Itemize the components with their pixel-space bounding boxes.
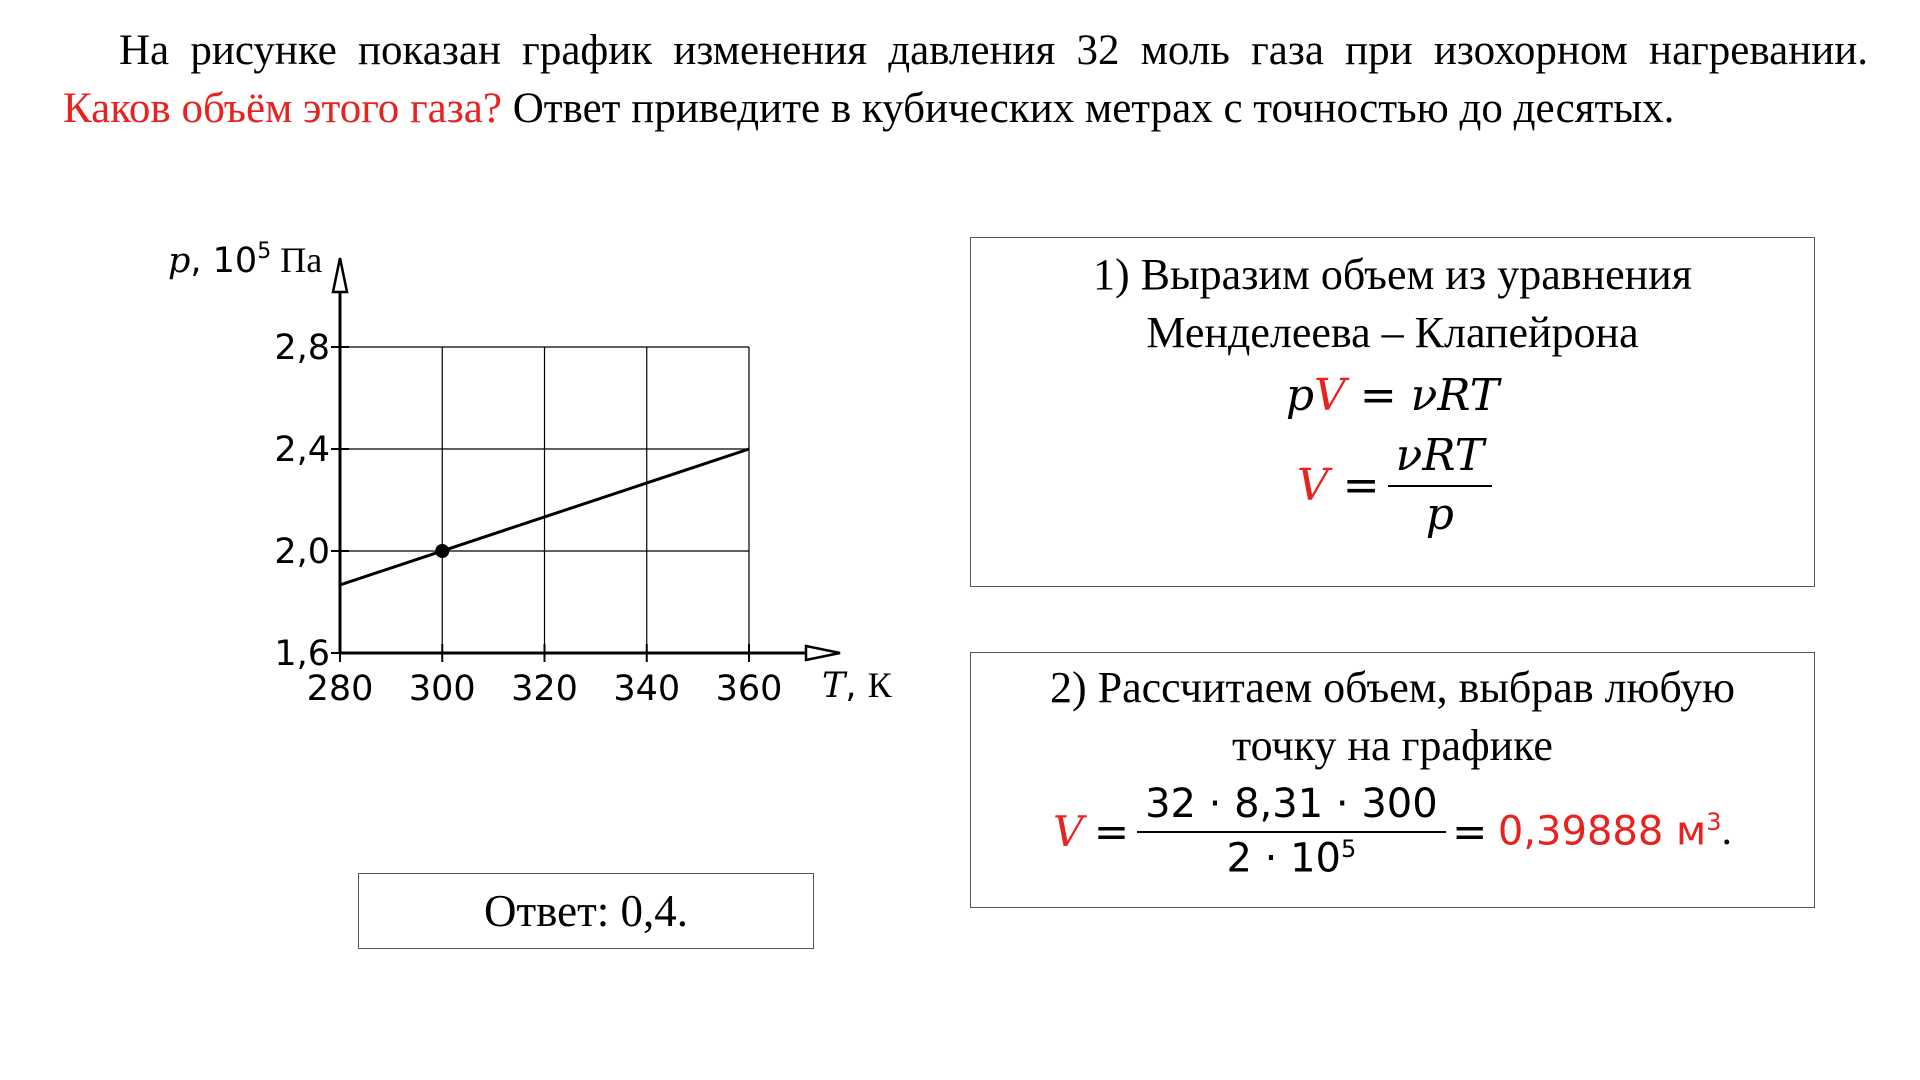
volume-fraction: $\frac{\text{νRT}}{p}$	[1392, 430, 1488, 540]
x-tick-label: 300	[408, 669, 476, 709]
chart-axes	[333, 258, 840, 660]
step1-text-line1: 1) Выразим объем из уравнения	[1093, 250, 1692, 299]
calc-result: 0,39888 $м^3$	[1497, 808, 1722, 855]
x-tick-label: 340	[613, 669, 681, 709]
x-tick-label: 360	[715, 669, 783, 709]
calc-denominator: $2 \cdot 10^5$	[1137, 831, 1446, 881]
marked-point	[435, 544, 449, 558]
problem-question: Каков объём этого газа?	[63, 85, 502, 132]
y-tick-label: 2,4	[274, 430, 330, 470]
pressure-temperature-chart	[0, 0, 900, 760]
solution-step-1	[970, 237, 1815, 587]
step2-text-line1: 2) Рассчитаем объем, выбрав любую	[1049, 663, 1736, 712]
step2-text-line2: точку на графике	[1232, 721, 1553, 770]
problem-statement: На рисунке показан график изменения давления 32 моль газа при изохорном нагревании.	[119, 27, 1868, 74]
ideal-gas-equation: pV = νRT	[1285, 370, 1500, 421]
chart-grid	[340, 347, 749, 653]
x-axis-label: T, К	[822, 665, 892, 706]
calculation-fraction	[1141, 781, 1442, 881]
x-tick-label: 320	[511, 669, 578, 709]
y-tick-label: 2,0	[274, 532, 330, 572]
x-axis-arrow	[806, 646, 840, 660]
y-tick-label: 2,8	[274, 328, 330, 368]
volume-calculation: V = $\frac{32 \cdot 8,31 \cdot 300}{2 \cdot 10^5}$ = 0,39888 $м^3$ .	[1053, 781, 1732, 882]
y-axis-label: p, $10^5$ Па	[168, 239, 323, 281]
answer-box	[358, 873, 814, 949]
problem-instruction: Ответ приведите в кубических метрах с точностью до десятых.	[512, 85, 1675, 132]
y-tick-label: 1,6	[274, 634, 330, 674]
step1-text-line2: Менделеева – Клапейрона	[1146, 308, 1639, 357]
solution-step-2	[970, 652, 1815, 908]
answer-text: Ответ: 0,4.	[483, 886, 689, 936]
volume-formula: V = $\frac{\text{νRT}}{p}$	[971, 430, 1814, 540]
x-tick-label: 280	[306, 669, 374, 709]
calc-numerator: 32 · 8,31 · 300	[1145, 781, 1438, 827]
y-axis-arrow	[333, 258, 347, 292]
